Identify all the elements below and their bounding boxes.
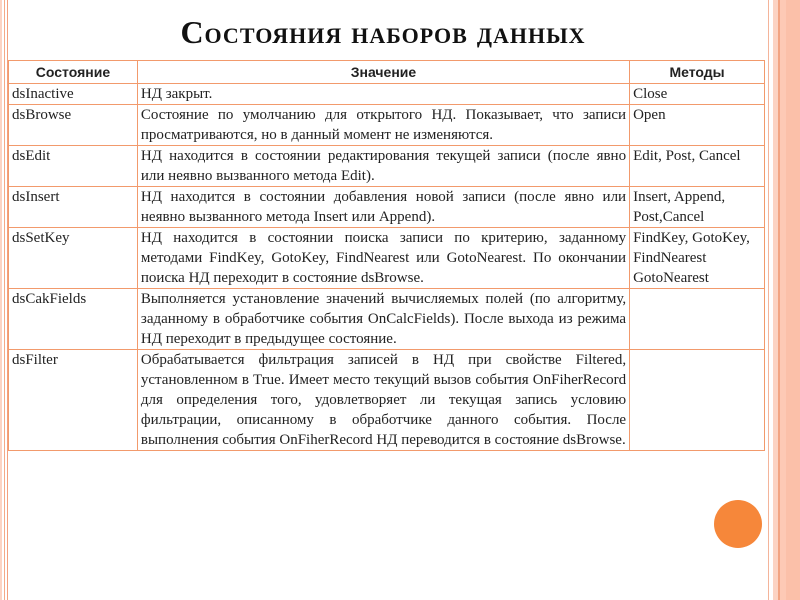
state-cell: dsFilter	[9, 350, 138, 451]
meaning-cell: НД находится в состоянии редактирования текущей записи (после явно или неявно вызванного метода Edit).	[137, 146, 629, 187]
state-cell: dsEdit	[9, 146, 138, 187]
table-row	[9, 105, 765, 146]
right-decorative-stripe	[766, 0, 800, 600]
table-row	[9, 187, 765, 228]
meaning-cell: Обрабатывается фильтрация записей в НД при свойстве Filtered, установленном в True. Имеет место текущий вызов события OnFiherRecord для определения того, удовлетворяет ли текущая запись условию фильтрации, описанному в обработчике данного события. После выполнения события OnFiherRecord НД переводится в состояние dsBrowse.	[137, 350, 629, 451]
state-cell: dsInsert	[9, 187, 138, 228]
state-cell: dsSetKey	[9, 228, 138, 289]
state-cell: dsCakFields	[9, 289, 138, 350]
slide-title: Состояния наборов данных	[180, 14, 586, 50]
decorative-orange-circle	[714, 500, 762, 548]
table-row	[9, 84, 765, 105]
methods-cell: Edit, Post, Cancel	[630, 146, 765, 187]
table-header-row	[9, 61, 765, 84]
meaning-cell: НД закрыт.	[137, 84, 629, 105]
meaning-cell: НД находится в состоянии поиска записи по критерию, заданному методами FindKey, GotoKey, FindNearest или GotoNearest. По окончании поиска НД переходит в состояние dsBrowse.	[137, 228, 629, 289]
header-state: Состояние	[9, 61, 138, 84]
table-row	[9, 228, 765, 289]
methods-cell: FindKey, GotoKey, FindNearest GotoNearest	[630, 228, 765, 289]
header-methods: Методы	[630, 61, 765, 84]
table-row	[9, 350, 765, 451]
methods-cell: Open	[630, 105, 765, 146]
methods-cell	[630, 350, 765, 451]
meaning-cell: Состояние по умолчанию для открытого НД. Показывает, что записи просматриваются, но в данный момент не изменяются.	[137, 105, 629, 146]
state-cell: dsInactive	[9, 84, 138, 105]
methods-cell: Close	[630, 84, 765, 105]
left-decorative-border	[0, 0, 8, 600]
dataset-states-table	[8, 60, 765, 451]
meaning-cell: НД находится в состоянии добавления новой записи (после явно или неявно вызванного метода Insert или Append).	[137, 187, 629, 228]
table-row	[9, 289, 765, 350]
table-row	[9, 146, 765, 187]
methods-cell: Insert, Append, Post,Cancel	[630, 187, 765, 228]
header-meaning: Значение	[137, 61, 629, 84]
state-cell: dsBrowse	[9, 105, 138, 146]
methods-cell	[630, 289, 765, 350]
meaning-cell: Выполняется установление значений вычисляемых полей (по алгоритму, заданному в обработчике события OnCalcFields). После выхода из режима НД переходит в предыдущее состояние.	[137, 289, 629, 350]
